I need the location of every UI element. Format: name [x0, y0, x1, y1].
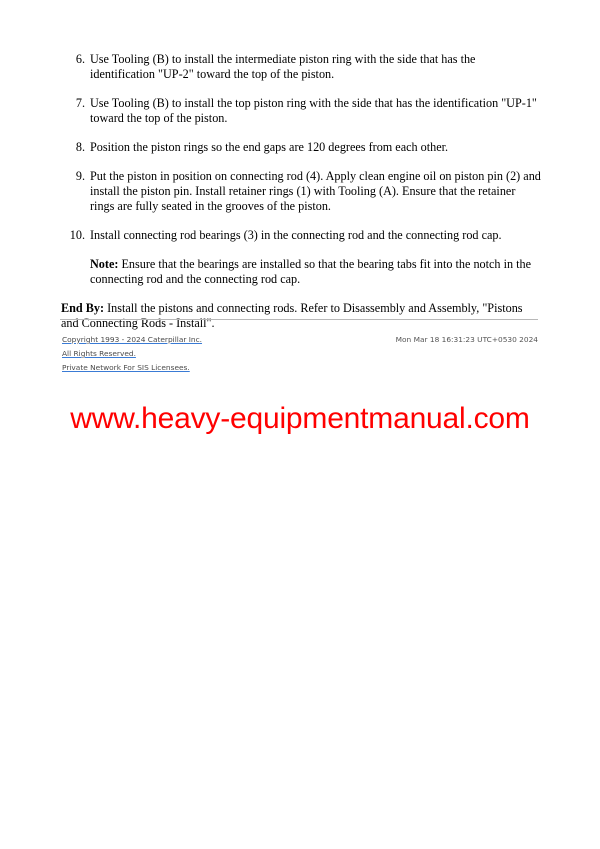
- step-text: Install connecting rod bearings (3) in the connecting rod and the connecting rod cap.: [90, 228, 502, 242]
- procedure-step-10: [61, 228, 541, 243]
- step-number: 6.: [75, 52, 85, 66]
- step-text: Use Tooling (B) to install the top piston ring with the side that has the identification "UP-1" toward the top of the piston.: [90, 96, 537, 125]
- watermark-text: www.heavy-equipmentmanual.com: [70, 402, 530, 435]
- step-number: 8.: [75, 140, 85, 154]
- note-label: Note:: [90, 257, 119, 271]
- procedure-step-9: [61, 169, 541, 214]
- copyright-link[interactable]: Copyright 1993 - 2024 Caterpillar Inc.: [62, 335, 203, 344]
- step-text: Position the piston rings so the end gaps are 120 degrees from each other.: [90, 140, 449, 154]
- end-by-text: Install the pistons and connecting rods. Refer to Disassembly and Assembly, "Pistons and Connecting Rods - Install".: [61, 301, 523, 330]
- footer-divider: [60, 319, 538, 320]
- end-by-block: [61, 301, 541, 331]
- procedure-step-7: [61, 96, 541, 126]
- step-text: Put the piston in position on connecting rod (4). Apply clean engine oil on piston pin (2) and install the piston pin. Install retainer rings (1) with Tooling (A). Ensure that the retainer rings are fully seated in the grooves of the piston.: [90, 169, 541, 213]
- step-text: Use Tooling (B) to install the intermediate piston ring with the side that has the identification "UP-2" toward the top of the piston.: [90, 52, 476, 81]
- private-network-link[interactable]: Private Network For SIS Licensees.: [62, 363, 190, 372]
- rights-reserved-link[interactable]: All Rights Reserved.: [62, 349, 136, 358]
- procedure-step-6: [61, 52, 541, 82]
- step-number: 7.: [75, 96, 85, 110]
- footer: [62, 333, 538, 375]
- procedure-content: [61, 52, 541, 331]
- step-number: 9.: [75, 169, 85, 183]
- note-text: Ensure that the bearings are installed so that the bearing tabs fit into the notch in the connecting rod and the connecting rod cap.: [90, 257, 531, 286]
- step-number: 10.: [69, 228, 85, 242]
- timestamp: Mon Mar 18 16:31:23 UTC+0530 2024: [395, 335, 538, 344]
- note-block: [61, 257, 541, 287]
- procedure-step-8: [61, 140, 541, 155]
- end-by-label: End By:: [61, 301, 105, 315]
